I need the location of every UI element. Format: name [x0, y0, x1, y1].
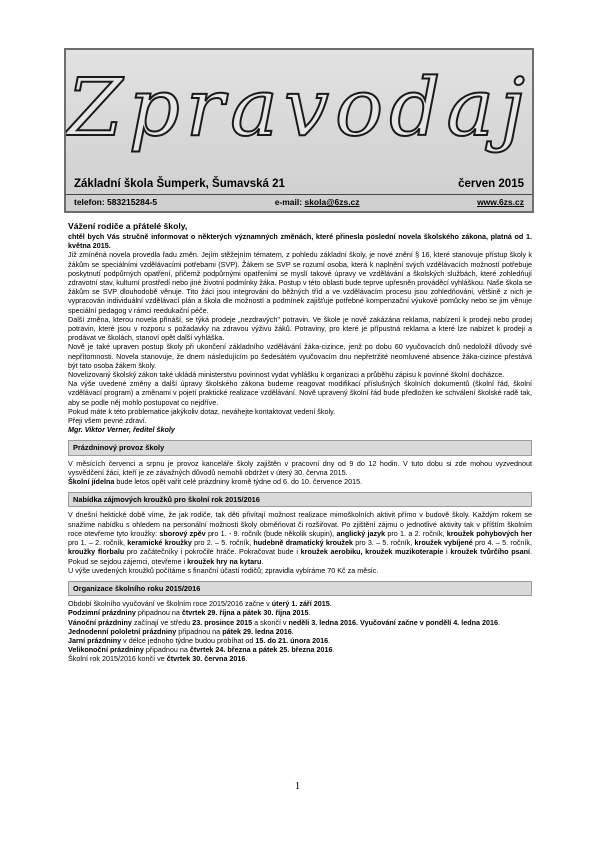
schedule-line: Velikonoční prázdniny připadnou na čtvrtek 24. března a pátek 25. března 2016.	[68, 645, 335, 655]
masthead-divider	[66, 194, 532, 195]
letter-paragraph: chtěl bych Vás stručně informovat o některých významných změnách, které přinesla poslední novela školského zákona, platná od 1. května 2015.	[68, 232, 532, 251]
letter-greeting: Vážení rodiče a přátelé školy,	[68, 221, 188, 231]
schedule-line: Období školního vyučování ve školním roce 2015/2016 začne v úterý 1. září 2015.	[68, 599, 332, 609]
schedule-line: Jednodenní pololetní prázdniny připadnou na pátek 29. ledna 2016.	[68, 626, 294, 636]
phone-number: telefon: 583215284-5	[74, 197, 158, 207]
clubs-paragraph: U výše uvedených kroužků počítáme s finanční účastí rodičů; zpravidla vybíráme 70 Kč za měsíc.	[68, 565, 379, 575]
clubs-paragraph: V dnešní hektické době víme, že jak rodiče, tak děti přivítají možnost realizace mimoškolních aktivit přímo v budově školy. Každým rokem se snažíme nabídku s ohledem na personální možnosti školy obměňovat či rozšiřovat. Po zjištění zájmu o jednotlivé aktivity tak v příštím školním roce otevřeme tyto kroužky: sborový zpěv pro 1. - 9. ročník (bude několik skupin), anglický jazyk pro 1. a 2. ročník, kroužek pohybových her pro 1. – 2. ročník, keramické kroužky pro 2. – 5. ročník, hudebně dramatický kroužek pro 3. – 5. ročník, kroužek vybíjené pro 4. – 5. ročník, kroužky florbalu pro začátečníky i pokročilé hráče. Pokračovat bude i kroužek aerobiku, kroužek muzikoterapie i kroužek tvůrčího psaní. Pokud se sejdou zájemci, otevřeme i kroužek hry na kytaru.	[68, 510, 532, 566]
letter-paragraph: Další změna, kterou novela přináší, se týká prodeje „nezdravých" potravin. Ve škole je nově zakázána reklama, nabízení k prodeji nebo prodej potravin, které jsou v rozporu s požadavky na zdravou výživu žáků. Potraviny, pro které je přípustná reklama a které lze nabízet k prodeji a prodávat ve školách, stanoví opět další vyhláška.	[68, 314, 532, 343]
contact-row	[74, 197, 524, 207]
letter-paragraph: Na výše uvedené změny a další úpravy školského zákona budeme reagovat modifikací příslušných školních dokumentů (školní řád, školní vzdělávací program) a změnami v pojetí praktické realizace vzdělávání. Nově upravený školní řád bude předložen ke schválení školské radě tak, aby se podle něj mohlo postupovat co nejdříve.	[68, 379, 532, 407]
letter-paragraph: Pokud máte k této problematice jakýkoliv dotaz, neváhejte kontaktovat vedení školy.	[68, 406, 336, 416]
holiday-paragraph: Školní jídelna bude letos opět vařit celé prázdniny kromě týdne od 6. do 10. července 2015.	[68, 477, 363, 487]
letter-paragraph: Přeji všem pevné zdraví.	[68, 416, 147, 426]
schedule-line: Vánoční prázdniny začínají ve středu 23. prosince 2015 a skončí v neděli 3. ledna 2016. Vyučování začne v pondělí 4. ledna 2016.	[68, 617, 500, 627]
masthead	[64, 48, 534, 213]
email-link[interactable]: skola@6zs.cz	[304, 197, 360, 207]
page-number: 1	[294, 780, 301, 792]
issue-date: červen 2015	[458, 178, 524, 190]
school-name: Základní škola Šumperk, Šumavská 21	[74, 178, 285, 190]
schedule-line: Jarní prázdniny v délce jednoho týdne budou probíhat od 15. do 21. února 2016.	[68, 635, 331, 645]
schedule-line: Podzimní prázdniny připadnou na čtvrtek 29. října a pátek 30. října 2015.	[68, 608, 311, 618]
letter-paragraph: Nově je také upraven postup školy při ukončení základního vzdělávání žáka-cizince, jenž po dobu 60 vyučovacích dnů nedoložil důvody své nepřítomnosti. Novela stanovuje, že dnem následujícím po šedesátém vyučovacím dnu nepřetržité neomluvené absence žáka-cizince přestává být tato osoba žákem školy.	[68, 342, 532, 370]
newsletter-title: Zpravodaj	[67, 61, 531, 154]
holiday-paragraph: V měsících červenci a srpnu je provoz kanceláře školy zajištěn v pracovní dny od 9 do 12 hodin. V tuto dobu si zde mohou vyzvednout vysvědčení žáci, kteří je ze závažných důvodů nemohli obdržet v úterý 30. června 2015.	[68, 458, 532, 477]
email-label: e-mail:	[274, 197, 303, 207]
newsletter-body	[68, 220, 532, 664]
website-link[interactable]: www.6zs.cz	[477, 197, 524, 207]
letter-paragraph: Již zmíněná novela provedla řadu změn. Jejím stěžejním tématem, z pohledu základní školy, je nové znění § 16, které stanovuje přístup školy k žákům se speciálními vzdělávacími potřebami (SVP). Žákem se SVP se rozumí osoba, která k naplnění svých vzdělávacích možností potřebuje poskytnutí podpůrných opatření, přičemž podpůrnými opatřeními se myslí takové úpravy ve vzdělávání a školských službách, které zohledňují zdravotní stav, kulturní prostředí nebo jiné životní podmínky žáka. Postup v této oblasti bude teprve upřesněn prováděcí vyhláškou. Naše škola se žákům se SVP dlouhodobě věnuje. Tito žáci jsou integrováni do běžných tříd a ve vzdělávacím procesu jsou zohledňováni, většině z nich je vypracován individuální vzdělávací plán a škola dle možností a podmínek zajišťuje potřebné kompenzační výukové pomůcky nebo se jim věnuje speciální pedagog v rámci reedukační péče.	[68, 250, 532, 315]
masthead-info-row	[74, 170, 524, 190]
section-heading-schedule: Organizace školního roku 2015/2016	[68, 581, 532, 596]
section-heading-clubs: Nabídka zájmových kroužků pro školní rok 2015/2016	[68, 492, 532, 507]
letter-signature: Mgr. Viktor Verner, ředitel školy	[68, 425, 175, 435]
email-block	[275, 197, 360, 207]
section-heading-holiday: Prázdninový provoz školy	[68, 440, 532, 455]
schedule-line: Školní rok 2015/2016 končí ve čtvrtek 30. června 2016.	[68, 654, 248, 664]
letter-paragraph: Novelizovaný školský zákon také ukládá ministerstvu povinnost vydat vyhlášku k organizaci a průběhu zápisu k povinné školní docházce.	[68, 370, 505, 380]
